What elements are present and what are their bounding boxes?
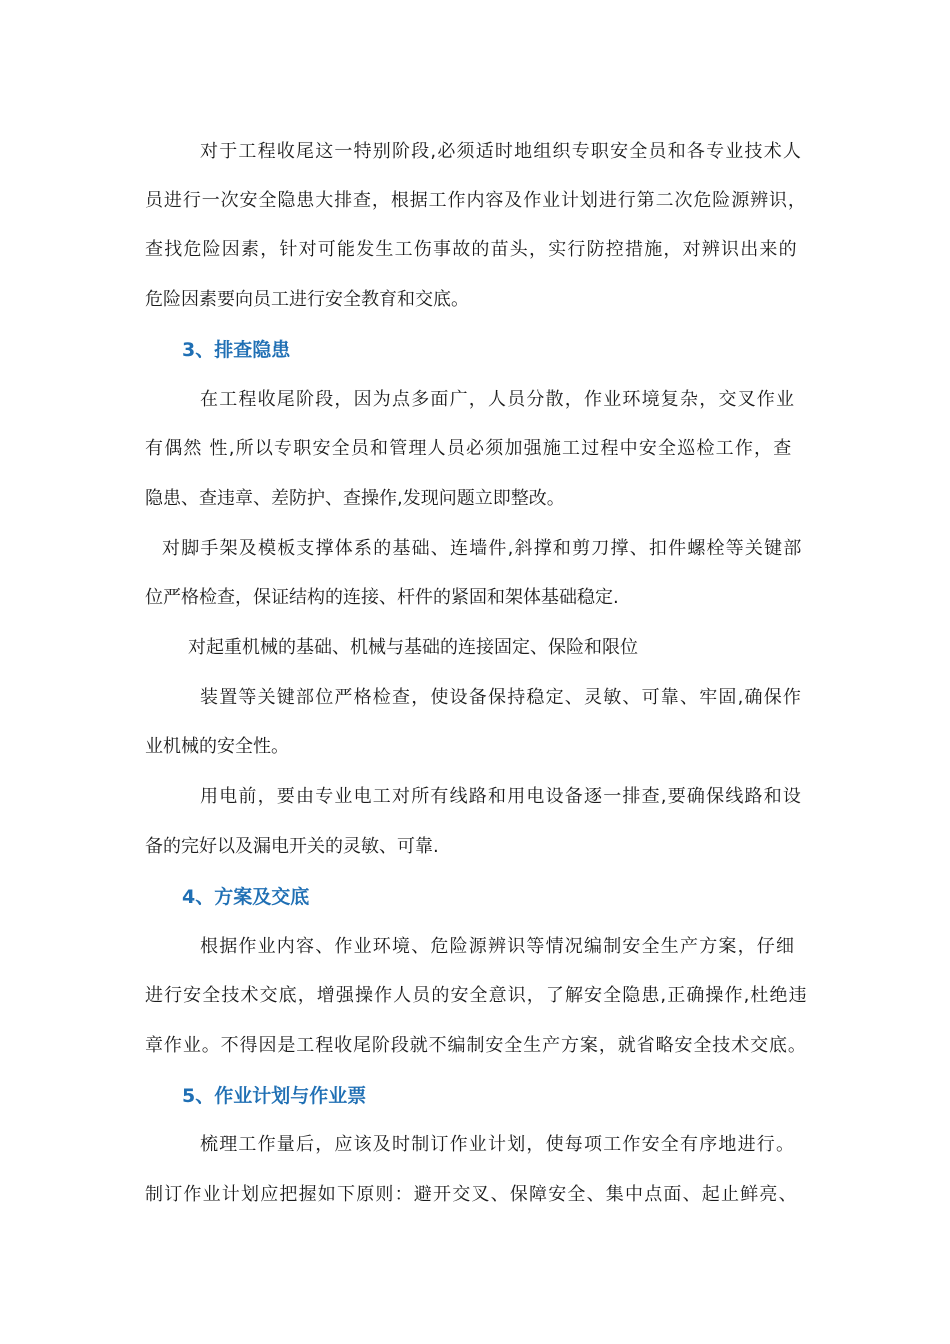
paragraph-line: 制订作业计划应把握如下原则：避开交叉、保障安全、集中点面、起止鲜亮、: [145, 1184, 798, 1205]
paragraph-line: 对于工程收尾这一特别阶段,必须适时地组织专职安全员和各专业技术人: [200, 141, 803, 162]
paragraph-line: 对脚手架及模板支撑体系的基础、连墙件,斜撑和剪刀撑、扣件螺栓等关键部: [162, 538, 803, 559]
paragraph-line: 备的完好以及漏电开关的灵敏、可靠.: [145, 836, 439, 857]
paragraph-line: 根据作业内容、作业环境、危险源辨识等情况编制安全生产方案，仔细: [200, 936, 796, 957]
paragraph-line: 梳理工作量后，应该及时制订作业计划，使每项工作安全有序地进行。: [200, 1134, 796, 1155]
section-heading: 3、排查隐患: [182, 339, 291, 361]
paragraph-line: 用电前，要由专业电工对所有线路和用电设备逐一排查,要确保线路和设: [200, 786, 803, 807]
paragraph-line: 装置等关键部位严格检查，使设备保持稳定、灵敏、可靠、牢固,确保作: [200, 687, 803, 708]
paragraph-line: 查找危险因素，针对可能发生工伤事故的苗头，实行防控措施，对辨识出来的: [145, 239, 798, 260]
paragraph-line: 业机械的安全性。: [145, 736, 289, 757]
paragraph-line: 进行安全技术交底，增强操作人员的安全意识，了解安全隐患,正确操作,杜绝违: [145, 985, 808, 1006]
section-heading: 5、作业计划与作业票: [182, 1085, 367, 1107]
paragraph-line: 章作业。不得因是工程收尾阶段就不编制安全生产方案，就省略安全技术交底。: [145, 1035, 807, 1056]
section-heading: 4、方案及交底: [182, 886, 310, 908]
paragraph-line: 隐患、查违章、差防护、查操作,发现问题立即整改。: [145, 488, 565, 509]
paragraph-line: 对起重机械的基础、机械与基础的连接固定、保险和限位: [188, 637, 638, 658]
paragraph-line: 危险因素要向员工进行安全教育和交底。: [145, 289, 469, 310]
paragraph-line: 员进行一次安全隐患大排查，根据工作内容及作业计划进行第二次危险源辨识，: [145, 190, 807, 211]
paragraph-line: 有偶然 性,所以专职安全员和管理人员必须加强施工过程中安全巡检工作，查: [145, 438, 793, 459]
paragraph-line: 位严格检查，保证结构的连接、杆件的紧固和架体基础稳定.: [145, 587, 619, 608]
paragraph-line: 在工程收尾阶段，因为点多面广，人员分散，作业环境复杂，交叉作业: [200, 389, 796, 410]
